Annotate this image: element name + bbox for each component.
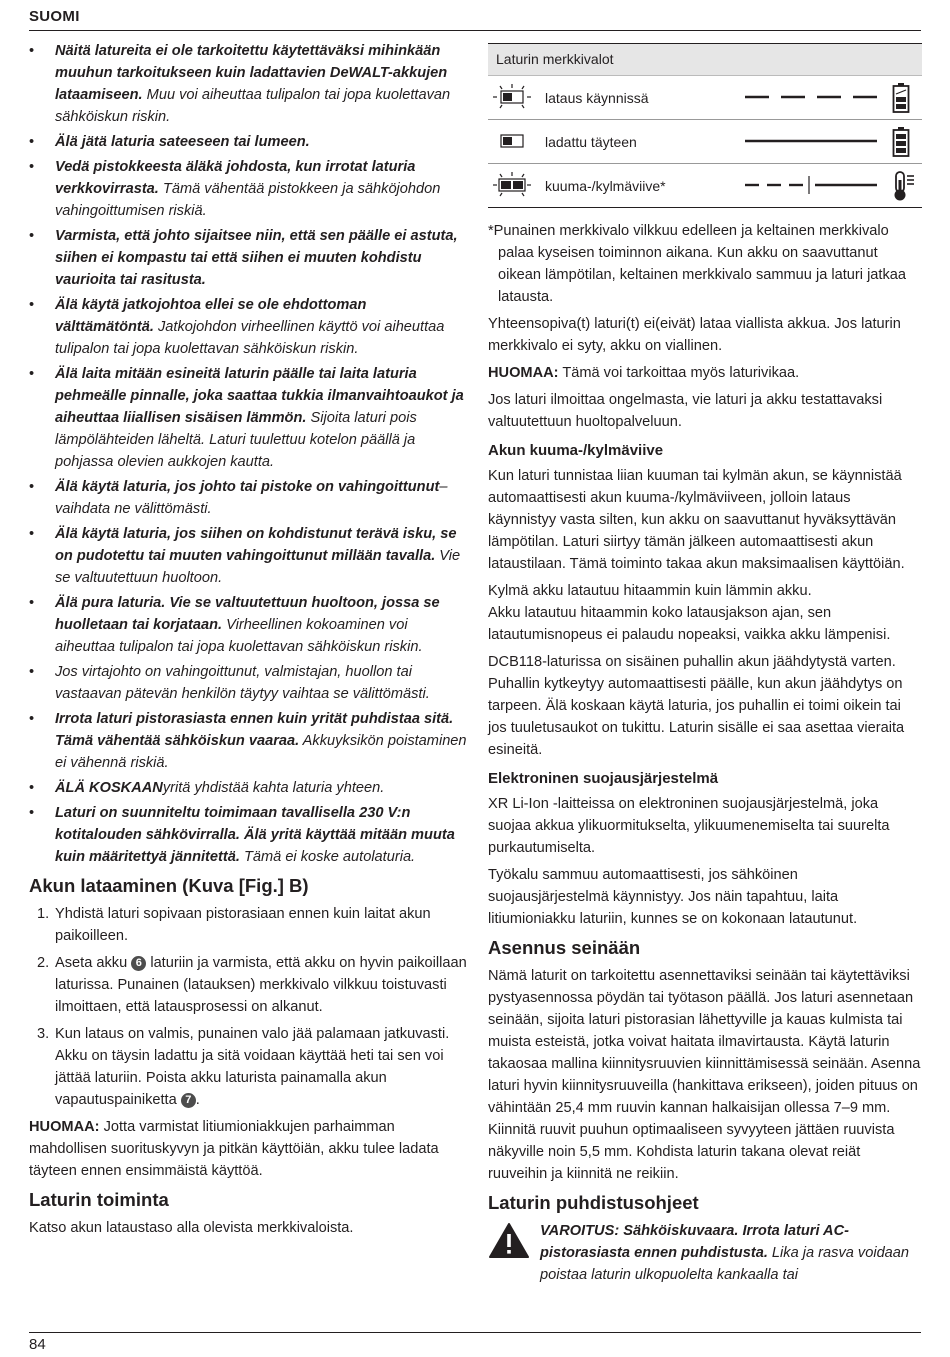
bullet-bold-text: Älä käytä laturia, jos siihen on kohdistunut terävä isku, se on pudotettu tai muuten vahingoittunut millään tavalla.: [55, 526, 457, 564]
led-blink-icon: [492, 83, 532, 111]
page-number: 84: [29, 1336, 46, 1353]
safety-bullet: [29, 592, 469, 658]
operation-text: Katso akun lataustaso alla olevista merkkivaloista.: [29, 1220, 354, 1236]
bullet-text: Jos virtajohto on vahingoittunut, valmistajan, huollon tai vastaavan pätevän henkilön täytyy vaihtaa se välittömästi.: [55, 664, 430, 702]
warning-bold: VAROITUS: Sähköiskuvaara. Irrota laturi AC-pistorasiasta ennen puhdistusta.: [540, 1223, 849, 1261]
bullet-bold-text: Varmista, että johto sijaitsee niin, että sen päälle ei astuta, siihen ei kompastu tai että siihen ei muuten kohdistu vaurioita tai rasitusta.: [55, 228, 458, 288]
step-text: Aseta akku: [55, 955, 132, 971]
hot-cold-p4: DCB118-laturissa on sisäinen puhallin akun jäähdytystä varten. Puhallin kytkeytyy automaattisesti päälle, kun akun jäähdytys on tarpeen. Älä koskaan käytä laturia, jos puhallin ei toimi oikein tai jos tuuletusaukot on tukittu. Laturin sisälle ei saa asettaa vieraita esineitä.: [488, 654, 905, 758]
battery-full-icon: [892, 126, 910, 158]
safety-bullet: [29, 777, 469, 799]
indicator-table: [488, 43, 922, 208]
charging-step: [29, 903, 469, 947]
charging-step: [29, 1023, 469, 1111]
safety-bullet: [29, 363, 469, 473]
bullet-text: Jatkojohdon virheellinen käyttö voi aiheuttaa tulipalon tai jopa kuolettavan sähköiskun riskin.: [55, 319, 445, 357]
safety-bullet: [29, 40, 469, 128]
cleaning-warning: [488, 1220, 922, 1286]
safety-bullet: [29, 131, 469, 153]
step-text: Kun lataus on valmis, punainen valo jää palamaan jatkuvasti. Akku on täysin ladattu ja sitä voidaan käyttää heti tai sen voi jättää laturiin. Poista akku laturista painamalla akun vapautuspainiketta: [55, 1026, 450, 1108]
bullet-bold-text: ÄLÄ KOSKAAN: [55, 780, 163, 796]
safety-bullet: [29, 156, 469, 222]
indicator-table-title: Laturin merkkivalot: [488, 44, 922, 76]
safety-bullet: [29, 294, 469, 360]
charging-step: [29, 952, 469, 1018]
header-divider: [29, 30, 921, 31]
bullet-text: yritä yhdistää kahta laturia yhteen.: [162, 780, 385, 796]
wall-text: Nämä laturit on tarkoitettu asennettaviksi seinään tai käytettäviksi pystyasennossa pöydän tai työtason päällä. Jos laturi asennetaan seinään, sijoita laturi pistorasian lähettyville ja kauas kulmista tai muista esteistä, jotka voivat haitata ilmavirtausta. Käytä laturin takaosaa mallina kiinnitysruuvien kiinnittämisessä seinään. Asenna laturi hyvin kiinnitysruuveilla (hankittava erikseen), joiden pituus on vähintään 25,4 mm ruuvin kannan halkaisijan ollessa 7–9 mm. Kiinnitä ruuvit puuhun optimaaliseen syvyyteen jättäen ruuvista näkyville noin 5,5 mm. Kohdista laturin takana olevat reiät ruuveihin ja kiinnitä ne reikiin.: [488, 968, 921, 1182]
step-text: Yhdistä laturi sopivaan pistorasiaan ennen kuin laitat akun paikoilleen.: [55, 906, 431, 944]
left-column: [29, 40, 469, 1244]
indicator-row-charging: [488, 76, 922, 120]
footer-divider: [29, 1332, 921, 1333]
step-number: 1.: [37, 906, 50, 922]
step-number: 3.: [37, 1026, 50, 1042]
battery-charging-icon: [892, 82, 910, 114]
bullet-text: Tämä vähentää pistokkeen ja sähköjohdon vahingoittumisen riskiä.: [55, 181, 441, 219]
bullet-text: Muu voi aiheuttaa tulipalon tai jopa kuolettavan sähköiskun riskin.: [55, 87, 451, 125]
callout-number-badge: 6: [131, 956, 146, 971]
solid-pattern-icon: [743, 128, 883, 154]
led-blink-dual-icon: [492, 171, 532, 199]
thermometer-icon: [892, 170, 918, 202]
bullet-bold-text: Älä käytä laturia, jos johto tai pistoke on vahingoittunut: [55, 479, 440, 495]
hot-cold-p2: Kylmä akku latautuu hitaammin kuin lämmin akku.: [488, 583, 812, 599]
language-label: SUOMI: [29, 8, 80, 25]
bullet-text: Sijoita laturi pois lämpölähteiden läheltä. Laturi tuulettuu kotelon päällä ja pohjassa olevien aukkojen kautta.: [55, 410, 417, 470]
indicator-label: ladattu täyteen: [545, 134, 637, 150]
blink-solid-pattern-icon: [743, 172, 883, 198]
cleaning-heading: Laturin puhdistusohjeet: [488, 1192, 699, 1213]
callout-number-badge: 7: [181, 1093, 196, 1108]
protection-p1: XR Li-Ion -laitteissa on elektroninen suojausjärjestelmä, joka suojaa akkua ylikuormitukselta, ylikuumenemiselta tai suurelta purkautumiselta.: [488, 796, 890, 856]
note-label: HUOMAA:: [29, 1119, 100, 1135]
hot-cold-heading: Akun kuuma-/kylmäviive: [488, 442, 664, 459]
led-solid-icon: [492, 127, 532, 155]
bullet-text: Vie se valtuutettuun huoltoon.: [55, 548, 461, 586]
bullet-bold-text: Älä pura laturia. Vie se valtuutettuun huoltoon, jossa se huolletaan tai korjataan.: [55, 595, 440, 633]
asterisk-note: *Punainen merkkivalo vilkkuu edelleen ja keltainen merkkivalo palaa kyseisen toiminnon aikana. Kun akku on saavuttanut oikean lämpötilan, keltainen merkkivalo sammuu ja laturi jatkaa latausta.: [488, 223, 907, 305]
blink-pattern-icon: [743, 84, 883, 110]
bullet-text: Virheellinen kokoaminen voi aiheuttaa tulipalon tai jopa kuolettavan sähköiskun riskin.: [55, 617, 423, 655]
bullet-bold-text: Laturi on suunniteltu toimimaan tavallisella 230 V:n kotitalouden sähkövirralla. Älä yritä käyttää mitään muuta kuin määritettyä jännitettä.: [55, 805, 455, 865]
bullet-bold-text: Älä laita mitään esineitä laturin päälle tai laita laturia pehmeälle pinnalle, joka saattaa tukkia ilmanvaihtoaukot ja aiheuttaa liiallisen sisäisen lämmön.: [55, 366, 464, 426]
compat-text: Yhteensopiva(t) laturi(t) ei(eivät) lataa viallista akkua. Jos laturin merkkivalo ei syty, akku on viallinen.: [488, 316, 901, 354]
indicator-row-hot-cold: [488, 164, 922, 208]
step-text: laturiin ja varmista, että akku on hyvin paikoillaan laturissa. Punainen (latauksen) merkkivalo vilkkuu toistuvasti ilmoittaen, että latausprosessi on alkanut.: [55, 955, 467, 1015]
indicator-label: kuuma-/kylmäviive*: [545, 178, 666, 194]
hot-cold-p3: Akku latautuu hitaammin koko latausjakson ajan, sen latautumisnopeus ei palaudu nopeaksi, vaikka akku lämpenisi.: [488, 605, 891, 643]
note-text: Tämä voi tarkoittaa myös laturivikaa.: [558, 365, 800, 381]
warning-text: Lika ja rasva voidaan poistaa laturin ulkopuolelta kankaalla tai: [540, 1245, 910, 1283]
right-column: [488, 43, 922, 1286]
service-text: Jos laturi ilmoittaa ongelmasta, vie laturi ja akku testattavaksi valtuutettuun huoltopalveluun.: [488, 392, 883, 430]
safety-bullet-list: [29, 40, 469, 868]
step-number: 2.: [37, 955, 50, 971]
safety-bullet: [29, 661, 469, 705]
bullet-text: Tämä ei koske autolaturia.: [239, 849, 416, 865]
bullet-text: Akkuyksikön poistaminen ei vähennä riskiä.: [55, 733, 467, 771]
note-text: Jotta varmistat litiumioniakkujen parhaimman mahdollisen suorituskyvyn ja pitkän käyttöiän, akku tulee ladata täyteen ennen ensimmäistä käyttöä.: [29, 1119, 439, 1179]
hot-cold-p1: Kun laturi tunnistaa liian kuuman tai kylmän akun, se käynnistää automaattisesti akun kuuma-/kylmäviiveen, jolloin lataus käynnistyy vasta silten, kun akku on saavuttanut hyväksyttävän lämpötilan. Laturi siirtyy tämän jälkeen automaattisesti akun lataustilaan. Tämä toiminto takaa akun maksimaalisen käyttöiän.: [488, 468, 905, 572]
safety-bullet: [29, 708, 469, 774]
step-text: .: [195, 1092, 200, 1108]
indicator-row-full: [488, 120, 922, 164]
charging-note: [29, 1116, 469, 1182]
bullet-text: – vaihdata ne välittömästi.: [55, 479, 448, 517]
charging-heading: Akun lataaminen (Kuva [Fig.] B): [29, 875, 309, 896]
wall-heading: Asennus seinään: [488, 937, 641, 958]
bullet-bold-text: Älä jätä laturia sateeseen tai lumeen.: [55, 134, 310, 150]
safety-bullet: [29, 802, 469, 868]
safety-bullet: [29, 225, 469, 291]
bullet-bold-text: Vedä pistokkeesta äläkä johdosta, kun irrotat laturia verkkovirrasta.: [55, 159, 416, 197]
safety-bullet: [29, 476, 469, 520]
note-laturivika: [488, 362, 922, 384]
bullet-bold-text: Irrota laturi pistorasiasta ennen kuin yrität puhdistaa sitä. Tämä vähentää sähköiskun vaaraa.: [55, 711, 454, 749]
safety-bullet: [29, 523, 469, 589]
bullet-bold-text: Näitä latureita ei ole tarkoitettu käytettäväksi mihinkään muuhun tarkoitukseen kuin ladattavien DeWALT-akkujen lataamiseen.: [55, 43, 448, 103]
protection-heading: Elektroninen suojausjärjestelmä: [488, 770, 719, 787]
operation-heading: Laturin toiminta: [29, 1189, 169, 1210]
charging-steps: [29, 903, 469, 1111]
bullet-bold-text: Älä käytä jatkojohtoa ellei se ole ehdottoman välttämätöntä.: [55, 297, 367, 335]
warning-triangle-icon: [488, 1222, 530, 1260]
note-label: HUOMAA:: [488, 365, 559, 381]
protection-p2: Työkalu sammuu automaattisesti, jos sähköinen suojausjärjestelmä käynnistyy. Jos näin tapahtuu, laita litiumioniakku laturiin, kunnes se on kokonaan latautunut.: [488, 867, 858, 927]
indicator-label: lataus käynnissä: [545, 90, 649, 106]
